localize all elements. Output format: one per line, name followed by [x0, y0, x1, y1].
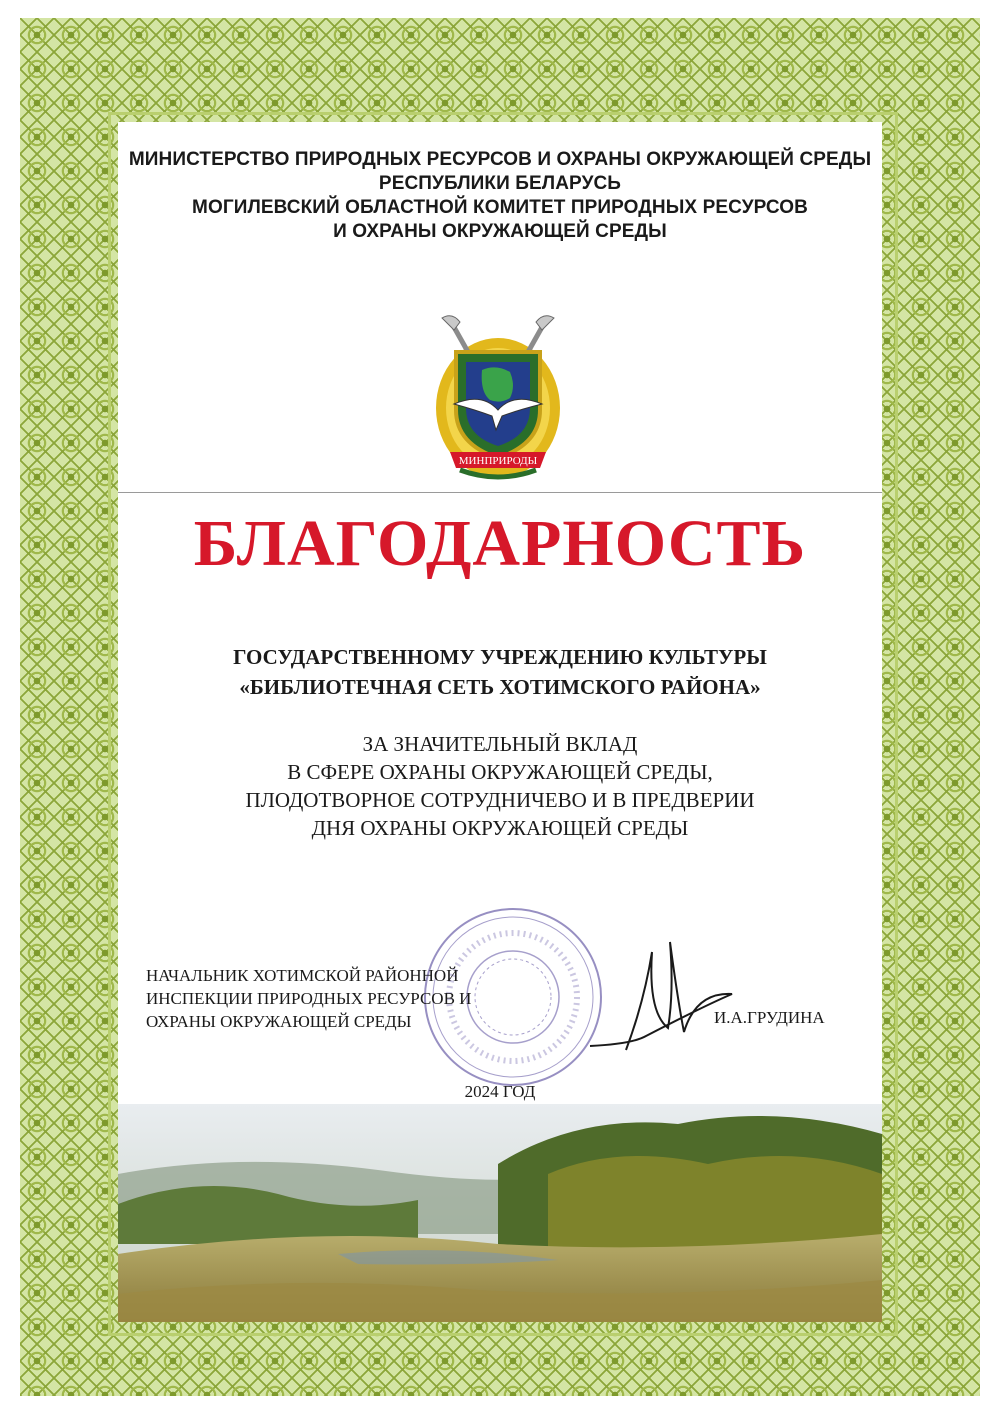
recipient-block [118, 642, 882, 702]
signatory-position [146, 964, 566, 1033]
ministry-emblem-icon [430, 312, 566, 488]
divider [118, 492, 882, 493]
reason-line: ДНЯ ОХРАНЫ ОКРУЖАЮЩЕЙ СРЕДЫ [311, 816, 689, 840]
landscape-photo [118, 1104, 882, 1322]
header-line: И ОХРАНЫ ОКРУЖАЮЩЕЙ СРЕДЫ [333, 221, 667, 242]
certificate-content [118, 122, 882, 1322]
reason-line: В СФЕРЕ ОХРАНЫ ОКРУЖАЮЩЕЙ СРЕДЫ, [287, 760, 713, 784]
position-line: ИНСПЕКЦИИ ПРИРОДНЫХ РЕСУРСОВ И [146, 989, 472, 1008]
certificate-title: БЛАГОДАРНОСТЬ [193, 507, 807, 580]
reason-line: ЗА ЗНАЧИТЕЛЬНЫЙ ВКЛАД [362, 732, 638, 756]
reason-block [118, 730, 882, 842]
issue-year: 2024 ГОД [464, 1082, 536, 1101]
signature-icon [586, 932, 736, 1062]
position-line: ОХРАНЫ ОКРУЖАЮЩЕЙ СРЕДЫ [146, 1012, 412, 1031]
emblem-ribbon-text: МИНПРИРОДЫ [458, 455, 538, 467]
header-line: РЕСПУБЛИКИ БЕЛАРУСЬ [378, 173, 622, 194]
header-line: МОГИЛЕВСКИЙ ОБЛАСТНОЙ КОМИТЕТ ПРИРОДНЫХ РЕСУРСОВ [192, 197, 808, 218]
recipient-line: «БИБЛИОТЕЧНАЯ СЕТЬ ХОТИМСКОГО РАЙОНА» [239, 675, 761, 699]
signatory-name: И.А.ГРУДИНА [714, 1008, 825, 1027]
header-line: МИНИСТЕРСТВО ПРИРОДНЫХ РЕСУРСОВ И ОХРАНЫ ОКРУЖАЮЩЕЙ СРЕДЫ [128, 149, 872, 170]
reason-line: ПЛОДОТВОРНОЕ СОТРУДНИЧЕВО И В ПРЕДВЕРИИ [245, 788, 755, 812]
issuer-header [118, 148, 882, 244]
position-line: НАЧАЛЬНИК ХОТИМСКОЙ РАЙОННОЙ [146, 966, 459, 985]
recipient-line: ГОСУДАРСТВЕННОМУ УЧРЕЖДЕНИЮ КУЛЬТУРЫ [233, 645, 767, 669]
